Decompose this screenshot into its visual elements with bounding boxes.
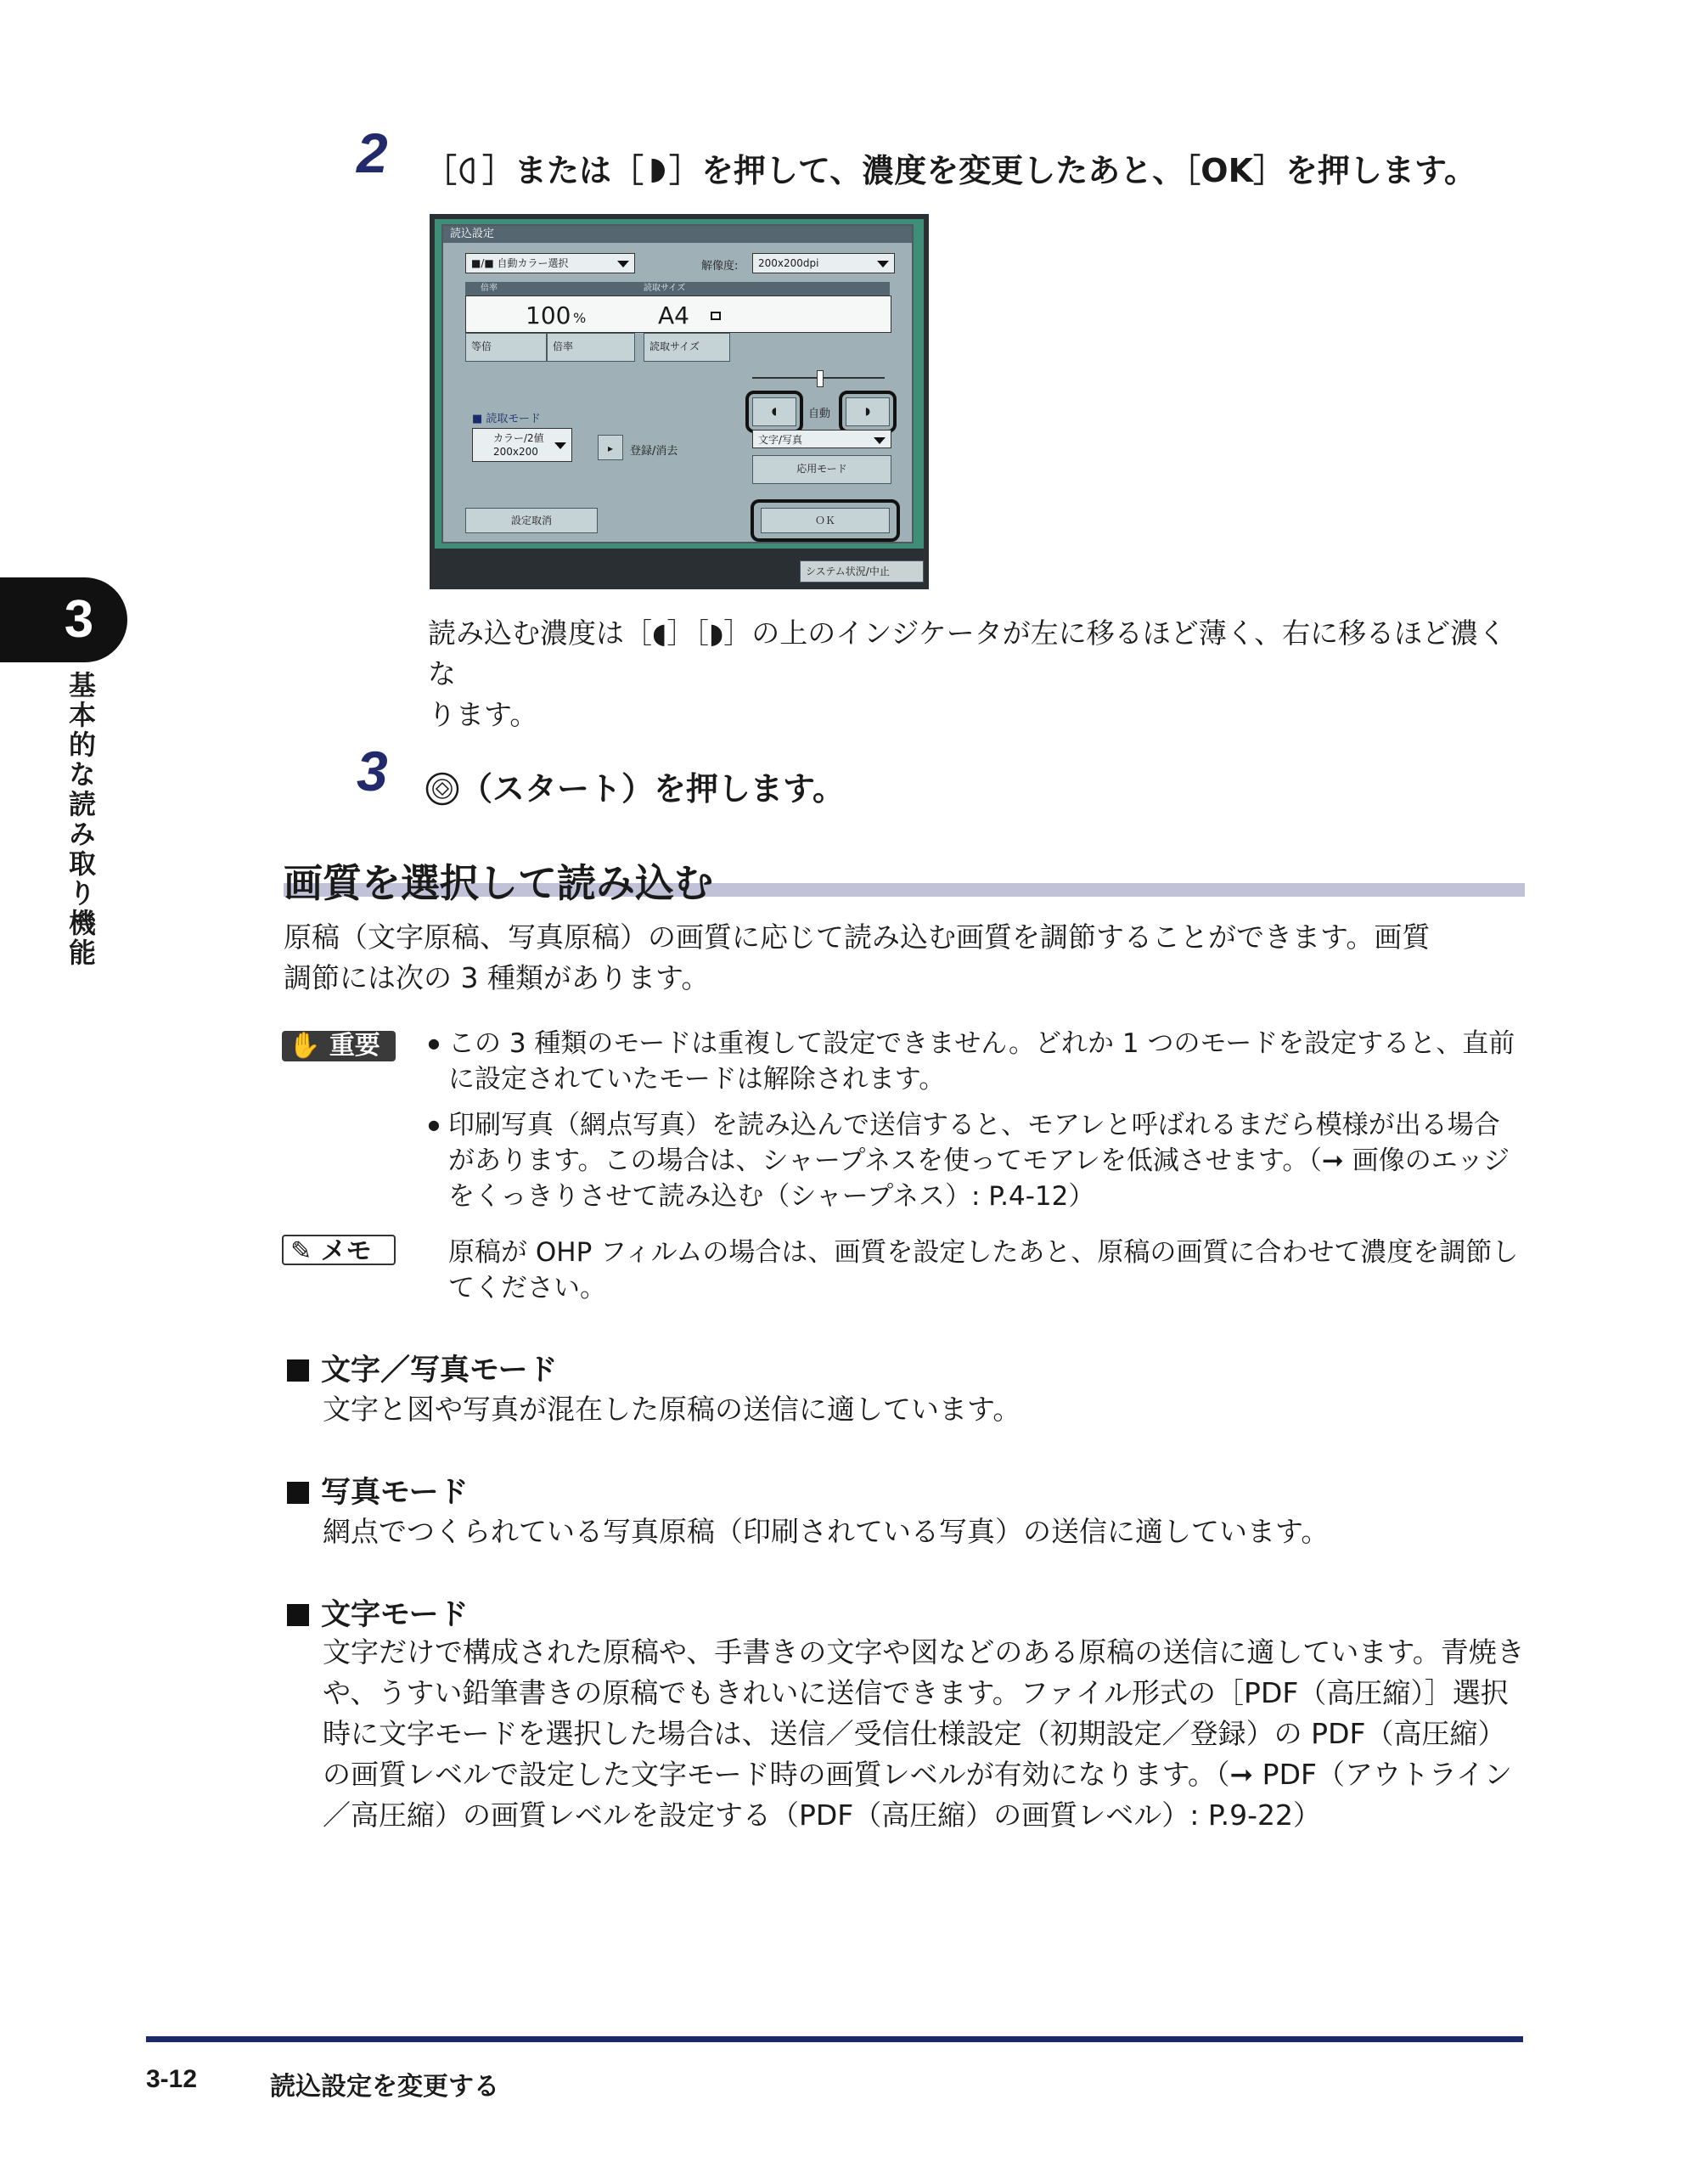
read-mode-label: ■ 読取モード: [472, 413, 541, 425]
section-intro-line-2: 調節には次の 3 種類があります。: [284, 961, 710, 994]
important-item: ● この 3 種類のモードは重複して設定できません。どれか 1 つのモードを設定すると、直前に設定されていたモードは解除されます。: [428, 1026, 1525, 1097]
step-2-number: 2: [357, 121, 388, 184]
highlight-darker: [839, 391, 897, 433]
density-dark-icon: [644, 156, 669, 185]
density-darker-button[interactable]: ◗: [846, 397, 890, 426]
resolution-value: 200x200dpi: [758, 257, 819, 269]
chevron-down-icon: [874, 437, 886, 444]
chevron-down-icon: [877, 261, 889, 267]
chapter-number: 3: [64, 590, 94, 649]
read-mode-value-2: 200x200: [493, 446, 538, 458]
color-mode-value: ■/■ 自動カラー選択: [471, 257, 569, 269]
hand-icon: ✋: [289, 1031, 321, 1061]
mode-title: 文字モード: [321, 1598, 469, 1632]
advanced-mode-button[interactable]: 応用モード: [752, 455, 891, 484]
start-button-icon: [424, 771, 460, 807]
info-header: [465, 282, 890, 296]
memo-badge: [282, 1235, 396, 1265]
step-2-text-a: ［: [424, 152, 458, 189]
mode-heading-text-photo: [287, 1347, 558, 1389]
step-3-number: 3: [357, 740, 388, 802]
mode-title: 写真モード: [321, 1476, 469, 1510]
pencil-icon: ✎: [290, 1236, 312, 1266]
ratio-button[interactable]: 倍率: [547, 333, 635, 362]
same-size-button[interactable]: 等倍: [465, 333, 547, 362]
ok-button[interactable]: ＯＫ: [761, 508, 890, 533]
page-number: 3-12: [146, 2065, 198, 2093]
mode-desc: 文字だけで構成された原稿や、手書きの文字や図などのある原稿の送信に適しています。青焼きや、うすい鉛筆書きの原稿でもきれいに送信できます。ファイル形式の［PDF（高圧縮）］選択時に文字モードを選択した場合は、送信／受信仕様設定（初期設定／登録）の PDF（高圧縮）の画質レベルで設定した文字モード時の画質レベルが有効になります。（➞ PDF（アウトライン／高圧縮）の画質レベルを設定する（PDF（高圧縮）の画質レベル）: P.9-22）: [323, 1635, 1525, 1832]
note-text-b: ］［: [666, 616, 709, 650]
chapter-title: 基本的な読み取り機能: [65, 671, 97, 968]
section-intro: [284, 917, 1528, 999]
resolution-dropdown[interactable]: [752, 253, 895, 273]
mode-desc: 網点でつくられている写真原稿（印刷されている写真）の送信に適しています。: [323, 1515, 1330, 1548]
important-badge: [282, 1031, 396, 1061]
section-intro-line-1: 原稿（文字原稿、写真原稿）の画質に応じて読み込む画質を調節することができます。画質: [284, 920, 1431, 954]
image-quality-value: 文字/写真: [758, 434, 803, 446]
step-3-text: [424, 763, 845, 809]
footer-title: 読込設定を変更する: [270, 2072, 499, 2102]
ratio-header: 倍率: [481, 284, 498, 293]
ratio-unit: %: [573, 310, 587, 326]
mode-title: 文字／写真モード: [321, 1354, 558, 1388]
ratio-value: 100: [526, 301, 571, 329]
square-bullet-icon: [287, 1604, 309, 1626]
info-box: [465, 296, 891, 333]
resolution-label: 解像度:: [701, 260, 739, 273]
note-text-line-2: ります。: [428, 698, 538, 731]
paper-orientation-icon: [711, 312, 721, 320]
register-label: 登録/消去: [630, 445, 678, 458]
density-dark-icon: ◗: [708, 616, 724, 650]
density-lighter-button[interactable]: ◖: [752, 397, 796, 426]
register-button[interactable]: ▸: [598, 435, 623, 460]
mode-desc: 文字と図や写真が混在した原稿の送信に適しています。: [323, 1393, 1021, 1426]
density-auto-label[interactable]: 自動: [808, 408, 831, 420]
highlight-lighter: [745, 391, 803, 433]
size-value: A4: [658, 301, 689, 329]
density-indicator-marker: [817, 370, 824, 387]
square-bullet-icon: [287, 1359, 309, 1382]
density-light-icon: ◖: [652, 616, 667, 650]
chevron-down-icon: [554, 442, 566, 449]
read-size-button[interactable]: 読取サイズ: [644, 333, 730, 362]
size-header: 読取サイズ: [644, 284, 686, 293]
screen-title: 読込設定: [443, 226, 912, 243]
important-label: 重要: [329, 1031, 380, 1061]
step-2-text: [424, 144, 1476, 191]
chevron-down-icon: [617, 261, 629, 267]
note-text-a: 読み込む濃度は［: [428, 616, 652, 650]
important-content: [428, 1026, 1525, 1224]
step-2-note: [428, 613, 1525, 735]
step-2-text-b: ］または［: [482, 152, 644, 189]
read-mode-value-1: カラー/2値: [493, 432, 544, 444]
image-quality-dropdown[interactable]: [752, 430, 891, 448]
note-text-c: ］の上のインジケータが左に移るほど薄く、右に移るほど濃くな: [428, 616, 1507, 690]
footer-rule: [146, 2036, 1523, 2042]
system-status-button[interactable]: システム状況/中止: [800, 560, 924, 583]
memo-text: 原稿が OHP フィルムの場合は、画質を設定したあと、原稿の画質に合わせて濃度を調節してください。: [448, 1237, 1519, 1303]
step-3-label: （スタート）を押します。: [460, 770, 845, 808]
read-mode-dropdown[interactable]: [472, 428, 572, 462]
important-item: ● 印刷写真（網点写真）を読み込んで送信すると、モアレと呼ばれるまだら模様が出る場合があります。この場合は、シャープネスを使ってモアレを低減させます。（➞ 画像のエッジをくっきりさせて読み込む（シャープネス）: P.4-12）: [428, 1107, 1525, 1214]
density-light-icon: [457, 156, 482, 185]
color-mode-dropdown[interactable]: [465, 253, 635, 273]
cancel-settings-button[interactable]: 設定取消: [465, 508, 598, 533]
step-2-text-c: ］を押して、濃度を変更したあと、［OK］を押します。: [669, 152, 1476, 189]
mode-heading-text: [287, 1591, 469, 1634]
square-bullet-icon: [287, 1482, 309, 1504]
highlight-ok: [751, 499, 900, 542]
memo-label: メモ: [320, 1236, 372, 1266]
mode-heading-photo: [287, 1469, 469, 1511]
section-title: 画質を選択して読み込む: [284, 860, 713, 906]
